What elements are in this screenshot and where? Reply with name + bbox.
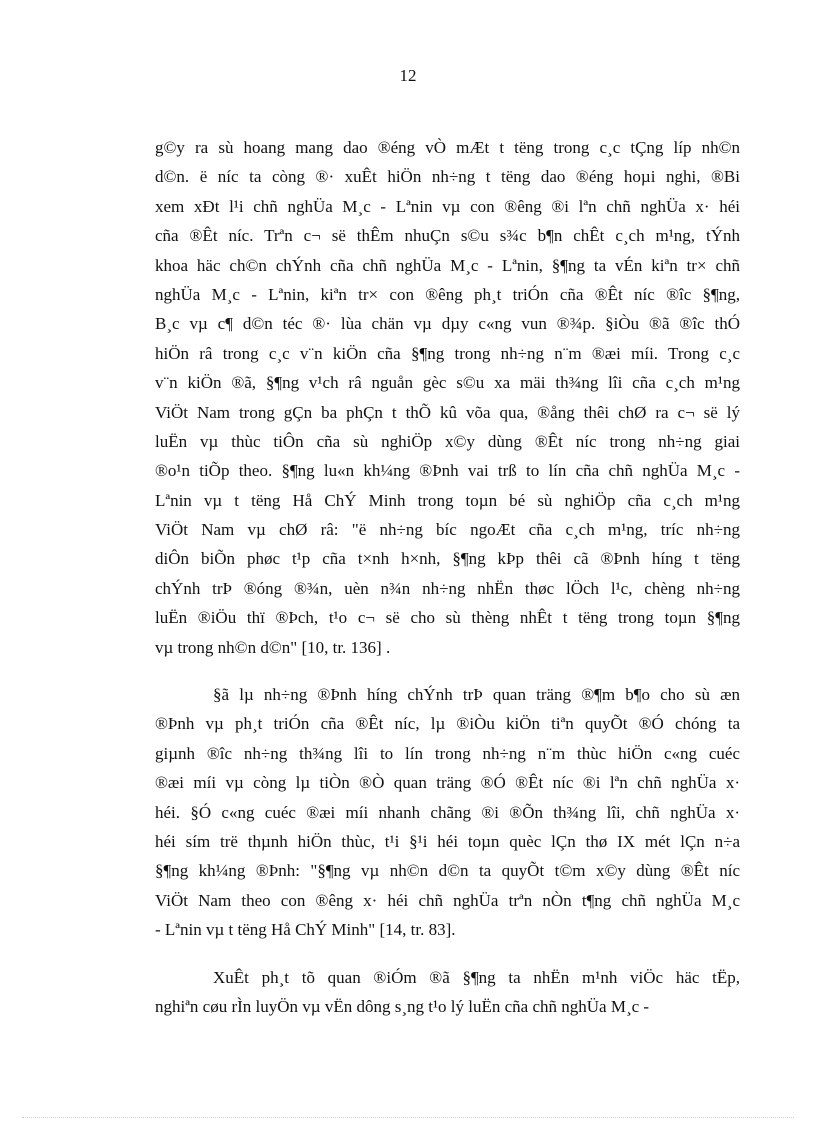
text-line: héi sím trë thµnh hiÖn thùc, t¹i §¹i héi toµn quèc lÇn thø IX mét lÇn n÷a: [155, 831, 740, 851]
text-line: cña ®Êt níc. Trªn c¬ së thÊm nhuÇn s©u s¾c b¶n chÊt c¸ch m¹ng, tÝnh: [155, 226, 740, 246]
text-line: luËn ®iÖu thï ®Þch, t¹o c¬ së cho sù thèng nhÊt t tëng trong toµn §¶ng: [155, 608, 740, 628]
text-line: ViÖt Nam trong gÇn ba phÇn t thÕ kû võa qua, ®ång thêi chØ ra c¬ së lý: [155, 402, 740, 422]
text-line: héi. §Ó c«ng cuéc ®æi míi nhanh chãng ®i ®Õn th¾ng lîi, chñ nghÜa x·: [155, 802, 740, 822]
text-line: v¨n kiÖn ®ã, §¶ng v¹ch râ nguån gèc s©u xa mäi th¾ng lîi cña c¸ch m¹ng: [155, 373, 740, 393]
text-line: - Lªnin vµ t tëng Hå ChÝ Minh" [14, tr. 83].: [155, 920, 456, 940]
text-line: §ã lµ nh÷ng ®Þnh híng chÝnh trÞ quan träng ®¶m b¶o cho sù æn: [213, 685, 740, 705]
text-line: khoa häc ch©n chÝnh cña chñ nghÜa M¸c - Lªnin, §¶ng ta vÉn kiªn tr× chñ: [155, 255, 740, 275]
text-line: B¸c vµ c¶ d©n téc ®· lùa chän vµ dµy c«ng vun ®¾p. §iÒu ®ã ®îc thÓ: [155, 314, 740, 334]
text-line: hiÖn râ trong c¸c v¨n kiÖn cña §¶ng trong nh÷ng n¨m ®æi míi. Trong c¸c: [155, 343, 740, 363]
text-line: chÝnh trÞ ®óng ®¾n, uèn n¾n nh÷ng nhËn thøc lÖch l¹c, chèng nh÷ng: [155, 578, 740, 598]
paragraph: [155, 680, 740, 945]
paragraph: [155, 963, 740, 1022]
text-line: luËn vµ thùc tiÔn cña sù nghiÖp x©y dùng ®Êt níc trong nh÷ng giai: [155, 431, 740, 451]
text-line: Lªnin vµ t tëng Hå ChÝ Minh trong toµn bé sù nghiÖp cña c¸ch m¹ng: [155, 490, 740, 510]
text-line: d©n. ë níc ta còng ®· xuÊt hiÖn nh÷ng t tëng dao ®éng hoµi nghi, ®Bi: [155, 167, 740, 187]
paragraph-gap: [155, 945, 740, 963]
page-number: 12: [399, 66, 417, 85]
text-line: ViÖt Nam theo con ®êng x· héi chñ nghÜa trªn nÒn t¶ng chñ nghÜa M¸c: [155, 890, 740, 910]
text-line: vµ trong nh©n d©n" [10, tr. 136] .: [155, 637, 391, 657]
paragraph: [155, 133, 740, 662]
text-line: ViÖt Nam vµ chØ râ: "ë nh÷ng bíc ngoÆt cña c¸ch m¹ng, tríc nh÷ng: [155, 520, 740, 540]
text-line: ®o¹n tiÕp theo. §¶ng lu«n kh¼ng ®Þnh vai trß to lín cña chñ nghÜa M¸c -: [155, 461, 740, 481]
text-line: ®æi míi vµ còng lµ tiÒn ®Ò quan träng ®Ó ®Êt níc ®i lªn chñ nghÜa x·: [155, 773, 740, 793]
paragraph-gap: [155, 662, 740, 680]
body-text: [155, 133, 740, 1021]
page-bottom-rule: [22, 1117, 794, 1118]
text-line: nghiªn cøu rÌn luyÖn vµ vËn dông s¸ng t¹o lý luËn cña chñ nghÜa M¸c -: [155, 996, 650, 1016]
text-line: XuÊt ph¸t tõ quan ®iÓm ®ã §¶ng ta nhËn m¹nh viÖc häc tËp,: [213, 967, 740, 987]
text-line: §¶ng kh¼ng ®Þnh: "§¶ng vµ nh©n d©n ta quyÕt t©m x©y dùng ®Êt níc: [155, 861, 740, 881]
text-line: g©y ra sù hoang mang dao ®éng vÒ mÆt t tëng trong c¸c tÇng líp nh©n: [155, 138, 740, 157]
text-line: giµnh ®îc nh÷ng th¾ng lîi to lín trong nh÷ng n¨m thùc hiÖn c«ng cuéc: [155, 743, 740, 763]
text-line: ®Þnh vµ ph¸t triÓn cña ®Êt níc, lµ ®iÒu kiÖn tiªn quyÕt ®Ó chóng ta: [155, 714, 740, 734]
text-line: nghÜa M¸c - Lªnin, kiªn tr× con ®êng ph¸t triÓn cña ®Êt níc ®îc §¶ng,: [155, 284, 740, 304]
text-line: diÔn biÕn phøc t¹p cña t×nh h×nh, §¶ng kÞp thêi cã ®Þnh híng t tëng: [155, 549, 740, 569]
text-line: xem xÐt l¹i chñ nghÜa M¸c - Lªnin vµ con ®êng ®i lªn chñ nghÜa x· héi: [155, 196, 740, 216]
